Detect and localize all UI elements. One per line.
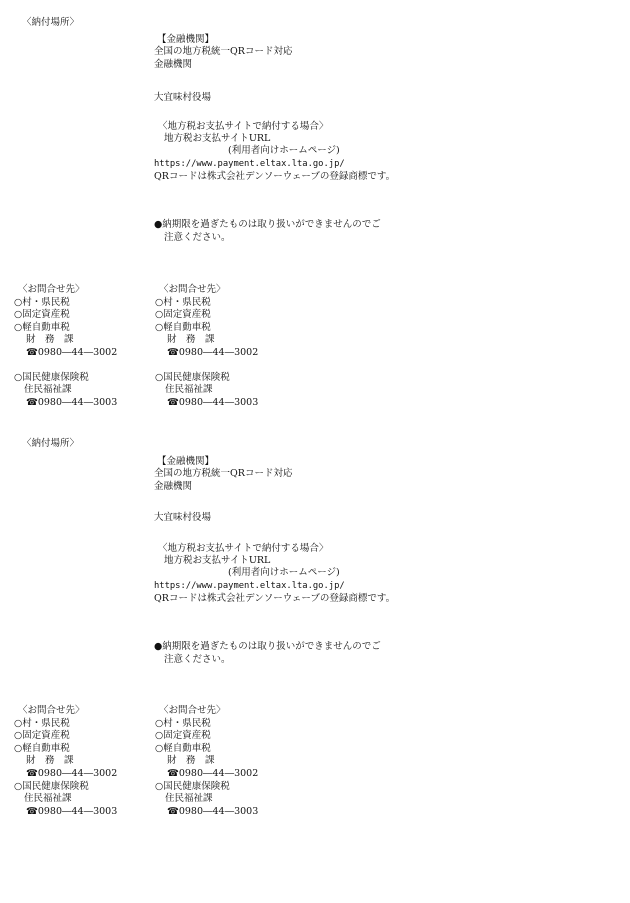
contact-nhi-dept: 住民福祉課 bbox=[165, 793, 213, 805]
contact-dept: 財 務 課 bbox=[26, 755, 74, 767]
financial-line1: 全国の地方税統一QRコード対応 bbox=[154, 468, 293, 479]
site-url-link[interactable]: https://www.payment.eltax.lta.go.jp/ bbox=[154, 581, 345, 591]
contact-nhi: ○国民健康保険税 bbox=[155, 371, 230, 383]
contact-heading: 〈お問合せ先〉 bbox=[159, 705, 226, 716]
deadline-note-line1: ●納期限を過ぎたものは取り扱いができませんのでご bbox=[154, 219, 381, 230]
site-url-link[interactable]: https://www.payment.eltax.lta.go.jp/ bbox=[154, 159, 345, 169]
contact-nhi-tel: ☎0980―44―3003 bbox=[167, 396, 259, 408]
deadline-note-line2: 注意ください。 bbox=[164, 654, 231, 665]
contact-dept: 財 務 課 bbox=[26, 334, 74, 346]
contact-item-resident-tax: ○村・県民税 bbox=[14, 717, 70, 729]
contact-nhi-dept: 住民福祉課 bbox=[24, 384, 72, 396]
contact-nhi: ○国民健康保険税 bbox=[155, 780, 230, 792]
contact-heading: 〈お問合せ先〉 bbox=[18, 705, 85, 716]
contact-dept: 財 務 課 bbox=[167, 334, 215, 346]
financial-header: 【金融機関】 bbox=[157, 34, 215, 45]
contact-item-property-tax: ○固定資産税 bbox=[14, 309, 70, 321]
contact-column-right bbox=[155, 705, 258, 818]
village-office: 大宜味村役場 bbox=[154, 512, 212, 523]
contact-item-property-tax: ○固定資産税 bbox=[155, 309, 211, 321]
contact-nhi-tel: ☎0980―44―3003 bbox=[26, 805, 118, 817]
contact-item-resident-tax: ○村・県民税 bbox=[155, 717, 211, 729]
site-url-label: 地方税お支払サイトURL bbox=[164, 555, 271, 566]
contact-nhi-tel: ☎0980―44―3003 bbox=[26, 396, 118, 408]
financial-line2: 金融機関 bbox=[154, 59, 193, 70]
contact-dept: 財 務 課 bbox=[167, 755, 215, 767]
site-heading: 〈地方税お支払サイトで納付する場合〉 bbox=[158, 543, 329, 554]
contact-column-left bbox=[14, 705, 117, 818]
contact-column-right bbox=[155, 284, 258, 409]
financial-line2: 金融機関 bbox=[154, 481, 193, 492]
contact-heading: 〈お問合せ先〉 bbox=[18, 284, 85, 295]
contact-item-property-tax: ○固定資産税 bbox=[155, 730, 211, 742]
contact-nhi: ○国民健康保険税 bbox=[14, 371, 89, 383]
site-for-users: (利用者向けホームページ) bbox=[228, 145, 340, 156]
contact-dept-tel: ☎0980―44―3002 bbox=[26, 767, 118, 779]
contact-item-vehicle-tax: ○軽自動車税 bbox=[14, 321, 70, 333]
deadline-note-line1: ●納期限を過ぎたものは取り扱いができませんのでご bbox=[154, 641, 381, 652]
contact-nhi: ○国民健康保険税 bbox=[14, 780, 89, 792]
contact-item-vehicle-tax: ○軽自動車税 bbox=[155, 742, 211, 754]
location-label: 〈納付場所〉 bbox=[22, 17, 80, 28]
deadline-note-line2: 注意ください。 bbox=[164, 232, 231, 243]
contact-nhi-dept: 住民福祉課 bbox=[165, 384, 213, 396]
site-for-users: (利用者向けホームページ) bbox=[228, 567, 340, 578]
contact-column-left bbox=[14, 284, 117, 409]
financial-header: 【金融機関】 bbox=[157, 456, 215, 467]
site-url-label: 地方税お支払サイトURL bbox=[164, 133, 271, 144]
qr-trademark: QRコードは株式会社デンソーウェーブの登録商標です。 bbox=[154, 171, 396, 182]
financial-line1: 全国の地方税統一QRコード対応 bbox=[154, 46, 293, 57]
contact-item-property-tax: ○固定資産税 bbox=[14, 730, 70, 742]
contact-dept-tel: ☎0980―44―3002 bbox=[167, 767, 259, 779]
contact-item-vehicle-tax: ○軽自動車税 bbox=[14, 742, 70, 754]
village-office: 大宜味村役場 bbox=[154, 92, 212, 103]
contact-item-vehicle-tax: ○軽自動車税 bbox=[155, 321, 211, 333]
contact-nhi-dept: 住民福祉課 bbox=[24, 793, 72, 805]
site-heading: 〈地方税お支払サイトで納付する場合〉 bbox=[158, 121, 329, 132]
qr-trademark: QRコードは株式会社デンソーウェーブの登録商標です。 bbox=[154, 593, 396, 604]
contact-dept-tel: ☎0980―44―3002 bbox=[167, 346, 259, 358]
location-label: 〈納付場所〉 bbox=[22, 438, 80, 449]
contact-dept-tel: ☎0980―44―3002 bbox=[26, 346, 118, 358]
contact-heading: 〈お問合せ先〉 bbox=[159, 284, 226, 295]
contact-item-resident-tax: ○村・県民税 bbox=[155, 296, 211, 308]
contact-item-resident-tax: ○村・県民税 bbox=[14, 296, 70, 308]
contact-nhi-tel: ☎0980―44―3003 bbox=[167, 805, 259, 817]
